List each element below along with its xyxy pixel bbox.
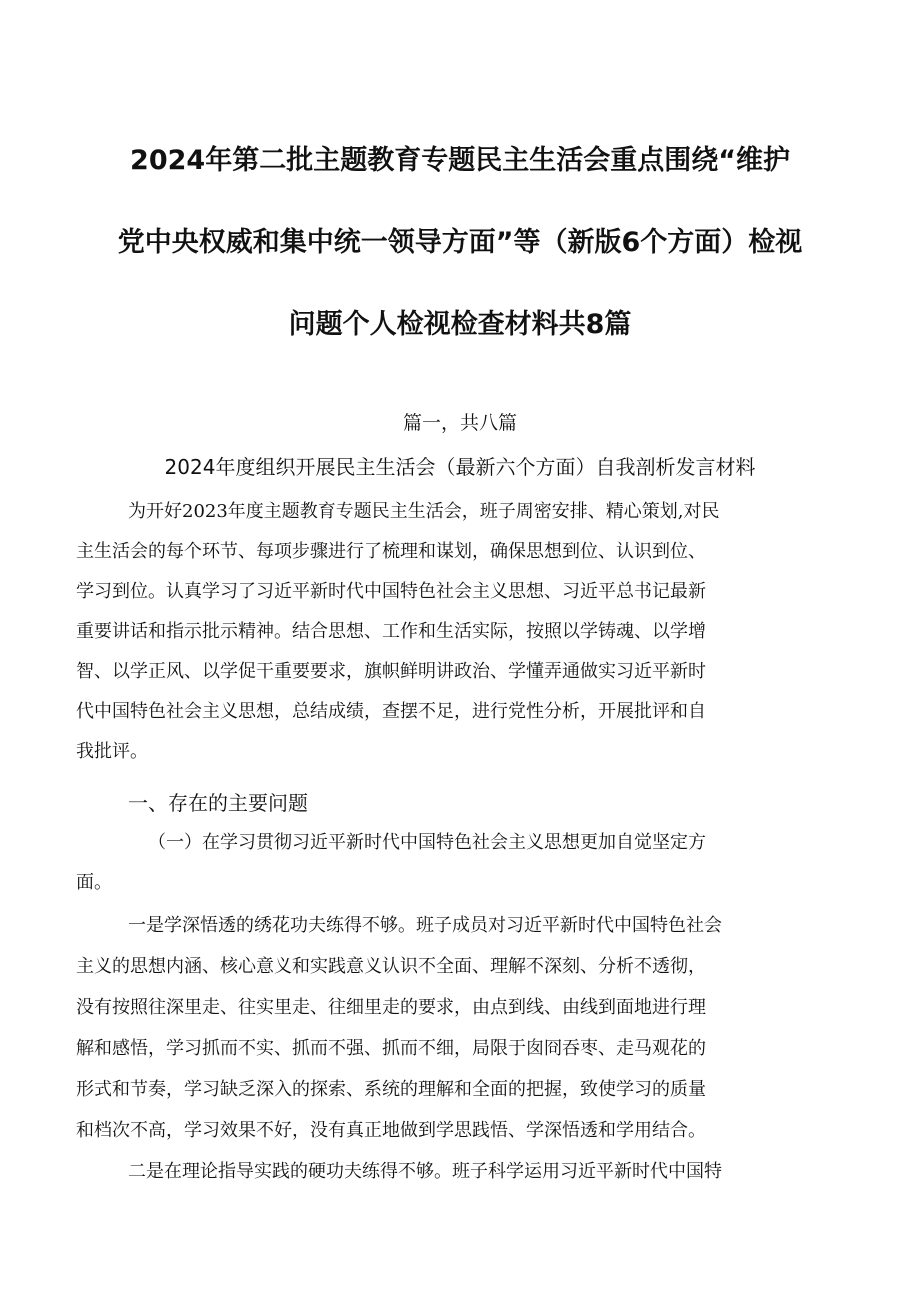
paragraph-line: 和档次不高，学习效果不好，没有真正地做到学思践悟、学深悟透和学用结合。 — [76, 1120, 706, 1141]
article-title: 2024年度组织开展民主生活会（最新六个方面）自我剖析发言材料 — [164, 455, 756, 479]
intro-line: 代中国特色社会主义思想，总结成绩，查摆不足，进行党性分析，开展批评和自 — [76, 701, 706, 722]
intro-line: 我批评。 — [76, 741, 148, 762]
paragraph-line: 解和感悟，学习抓而不实、抓而不强、抓而不细，局限于囱冏吞枣、走马观花的 — [76, 1038, 706, 1059]
paragraph-line: 形式和节奏，学习缺乏深入的探索、系统的理解和全面的把握，致使学习的质量 — [76, 1079, 706, 1100]
document-title-line-2: 党中央权威和集中统一领导方面”等（新版6个方面）检视 — [117, 227, 803, 258]
article-number: 篇一，共八篇 — [402, 412, 517, 434]
subsection-line: （一）在学习贯彻习近平新时代中国特色社会主义思想更加自觉坚定方 — [148, 832, 706, 853]
document-title-line-3: 问题个人检视检查材料共8篇 — [288, 309, 632, 340]
intro-line: 学习到位。认真学习了习近平新时代中国特色社会主义思想、习近平总书记最新 — [76, 581, 706, 602]
paragraph-line: 没有按照往深里走、往实里走、往细里走的要求，由点到线、由线到面地进行理 — [76, 997, 706, 1018]
intro-line: 主生活会的每个环节、每项步骤进行了梳理和谋划，确保思想到位、认识到位、 — [76, 541, 706, 562]
section-heading: 一、存在的主要问题 — [128, 791, 308, 815]
paragraph-line: 主义的思想内涵、核心意义和实践意义认识不全面、理解不深刻、分析不透彻， — [76, 956, 706, 977]
paragraph-line: 一是学深悟透的绣花功夫练得不够。班子成员对习近平新时代中国特色社会 — [128, 915, 722, 936]
document-title-line-1: 2024年第二批主题教育专题民主生活会重点围绕“维护 — [130, 145, 790, 176]
intro-line: 智、以学正风、以学促干重要要求，旗帜鲜明讲政治、学懂弄通做实习近平新时 — [76, 661, 706, 682]
paragraph-line: 二是在理论指导实践的硬功夫练得不够。班子科学运用习近平新时代中国特 — [128, 1161, 722, 1182]
intro-line: 为开好2023年度主题教育专题民主生活会，班子周密安排、精心策划,对民 — [128, 501, 720, 522]
intro-line: 重要讲话和指示批示精神。结合思想、工作和生活实际，按照以学铸魂、以学增 — [76, 621, 706, 642]
subsection-line: 面。 — [76, 872, 112, 893]
